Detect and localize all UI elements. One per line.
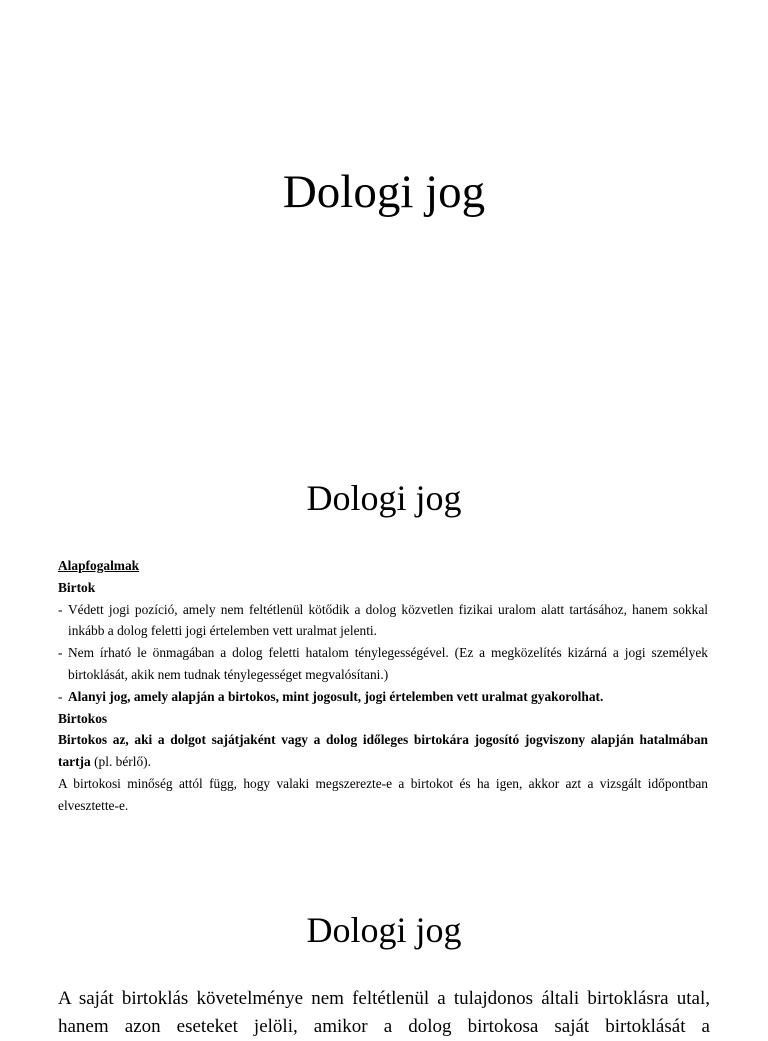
list-item [58, 686, 708, 708]
list-marker: - [58, 688, 63, 704]
slide-title: Dologi jog [306, 478, 462, 518]
birtokos-paragraph: A birtokosi minőség attól függ, hogy valaki megszerezte-e a birtokot és ha igen, akkor azt a vizsgált időpontban elvesztette-e. [58, 775, 708, 813]
list-item [58, 599, 708, 643]
list-item-text: Védett jogi pozíció, amely nem feltétlenül kötődik a dolog közvetlen fizikai uralom alatt tartásához, hanem sokkal inkább a dolog feletti jogi értelemben vett uralmat jelenti. [68, 601, 708, 639]
birtokos-definition [58, 729, 708, 773]
list-item-text: Alanyi jog, amely alapján a birtokos, mint jogosult, jogi értelemben vett uralmat gyakorolhat. [68, 688, 604, 704]
list-item-text: Nem írható le önmagában a dolog feletti hatalom ténylegességével. (Ez a megközelítés kizárná a jogi személyek birtoklását, akik nem tudnak ténylegességet megvalósítani.) [68, 645, 708, 682]
definitions-section [58, 555, 708, 817]
birtokos-definition-bold: Birtokos az, aki a dolgot sajátjaként vagy a dolog időleges birtokára jogosító jogviszony alapján hatalmában tartja [58, 732, 708, 770]
section-heading: Alapfogalmak [58, 558, 140, 573]
list-item [58, 642, 708, 686]
birtokos-heading: Birtokos [58, 710, 108, 726]
slide-title: Dologi jog [306, 910, 462, 950]
list-marker: - [58, 601, 63, 617]
list-marker: - [58, 645, 63, 661]
birtok-heading: Birtok [58, 579, 96, 595]
birtokos-definition-rest: (pl. bérlő). [90, 754, 151, 770]
page-title: Dologi jog [282, 166, 486, 218]
body-paragraph: A saját birtoklás követelménye nem feltétlenül a tulajdonos általi birtoklásra utal, hanem azon eseteket jelöli, amikor a dolog birtokosa saját birtoklását a [58, 988, 710, 1037]
